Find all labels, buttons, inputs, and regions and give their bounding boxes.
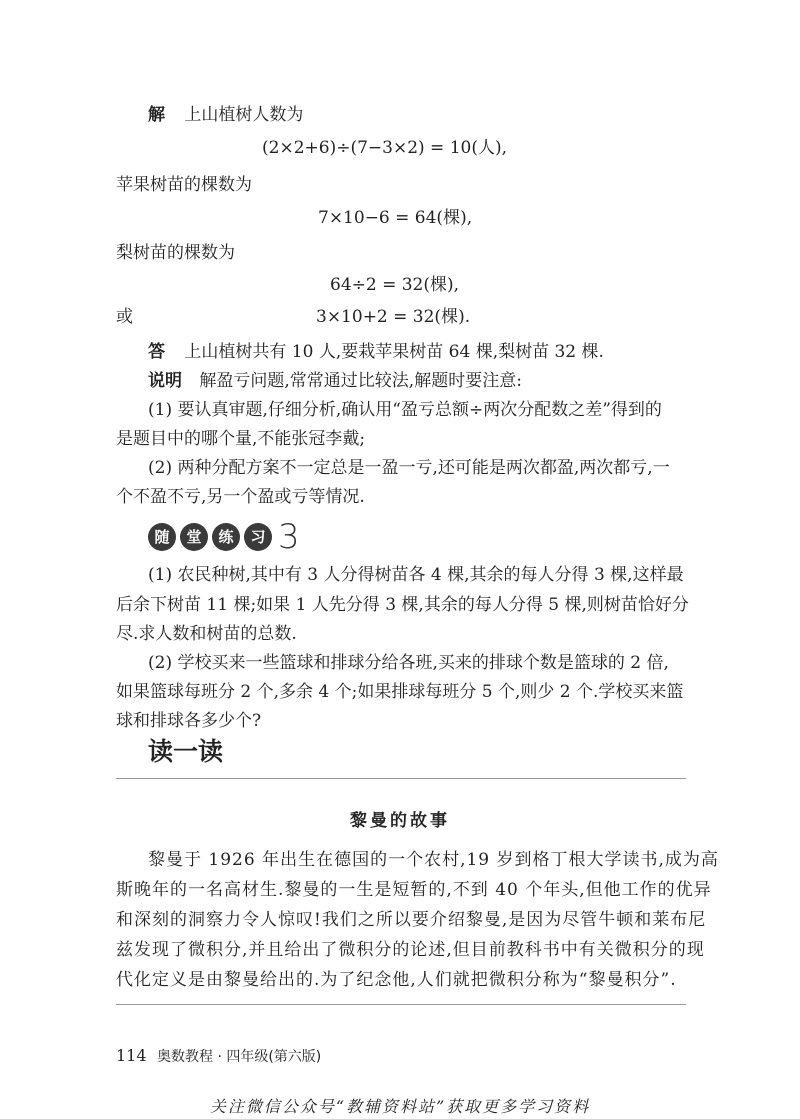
book-title: 奥数教程 · 四年级(第六版) bbox=[157, 1049, 322, 1065]
question-2-line-3: 球和排球各多少个? bbox=[116, 711, 262, 731]
practice-badge-4: 习 bbox=[244, 523, 272, 551]
pear-label: 梨树苗的棵数为 bbox=[116, 243, 235, 263]
question-1-line-3: 尽.求人数和树苗的总数. bbox=[116, 624, 297, 644]
practice-header bbox=[148, 517, 300, 557]
page-number: 114 bbox=[116, 1046, 147, 1065]
question-1-line-1: (1) 农民种树,其中有 3 人分得树苗各 4 棵,其余的每人分得 3 棵,这样最 bbox=[148, 565, 684, 585]
equation-pear: 64÷2 = 32(棵), bbox=[330, 275, 460, 295]
solution-intro-line bbox=[148, 100, 303, 130]
apple-label: 苹果树苗的棵数为 bbox=[116, 175, 252, 195]
answer-line bbox=[148, 337, 604, 367]
page-footer bbox=[116, 1046, 321, 1066]
note-point-1-line-2: 是题目中的哪个量,不能张冠李戴; bbox=[116, 429, 366, 449]
reading-top-rule bbox=[116, 778, 686, 779]
reading-line-2: 斯晚年的一名高材生.黎曼的一生是短暂的,不到 40 个年头,但他工作的优异 bbox=[116, 880, 712, 900]
reading-line-5: 代化定义是由黎曼给出的.为了纪念他,人们就把微积分称为“黎曼积分”. bbox=[116, 970, 677, 990]
solution-label: 解 bbox=[148, 105, 165, 125]
practice-badge-1: 随 bbox=[148, 523, 176, 551]
equation-pear-alt: 3×10+2 = 32(棵). bbox=[316, 307, 471, 327]
reading-line-3: 和深刻的洞察力令人惊叹!我们之所以要介绍黎曼,是因为尽管牛顿和莱布尼 bbox=[116, 910, 707, 930]
practice-badge-2: 堂 bbox=[180, 523, 208, 551]
reading-bottom-rule bbox=[116, 1004, 686, 1005]
note-point-2-line-1: (2) 两种分配方案不一定总是一盈一亏,还可能是两次都盈,两次都亏,一 bbox=[148, 458, 670, 478]
solution-intro: 上山植树人数为 bbox=[184, 105, 304, 125]
note-line bbox=[148, 366, 522, 396]
note-intro: 解盈亏问题,常常通过比较法,解题时要注意: bbox=[199, 371, 522, 391]
note-point-1-line-1: (1) 要认真审题,仔细分析,确认用“盈亏总额÷两次分配数之差”得到的 bbox=[148, 400, 662, 420]
reading-line-1: 黎曼于 1926 年出生在德国的一个农村,19 岁到格丁根大学读书,成为高 bbox=[148, 850, 719, 870]
practice-number: 3 bbox=[278, 517, 300, 557]
promo-banner: 关注微信公众号“教辅资料站”获取更多学习资料 bbox=[209, 1097, 591, 1116]
equation-apple: 7×10−6 = 64(棵), bbox=[318, 208, 473, 228]
equation-people: (2×2+6)÷(7−3×2) = 10(人), bbox=[262, 138, 507, 158]
reading-heading: 读一读 bbox=[148, 737, 224, 766]
practice-badge-3: 练 bbox=[212, 523, 240, 551]
answer-label: 答 bbox=[148, 342, 165, 362]
question-2-line-2: 如果篮球每班分 2 个,多余 4 个;如果排球每班分 5 个,则少 2 个.学校买来篮 bbox=[116, 682, 684, 702]
question-2-line-1: (2) 学校买来一些篮球和排球分给各班,买来的排球个数是篮球的 2 倍, bbox=[148, 653, 669, 673]
answer-text: 上山植树共有 10 人,要栽苹果树苗 64 棵,梨树苗 32 棵. bbox=[184, 342, 604, 362]
reading-title: 黎曼的故事 bbox=[350, 811, 450, 831]
note-point-2-line-2: 个不盈不亏,另一个盈或亏等情况. bbox=[116, 487, 365, 507]
or-label: 或 bbox=[116, 307, 133, 327]
reading-line-4: 兹发现了微积分,并且给出了微积分的论述,但目前教科书中有关微积分的现 bbox=[116, 940, 705, 960]
question-1-line-2: 后余下树苗 11 棵;如果 1 人先分得 3 棵,其余的每人分得 5 棵,则树苗恰好分 bbox=[116, 595, 689, 615]
note-label: 说明 bbox=[148, 371, 182, 391]
